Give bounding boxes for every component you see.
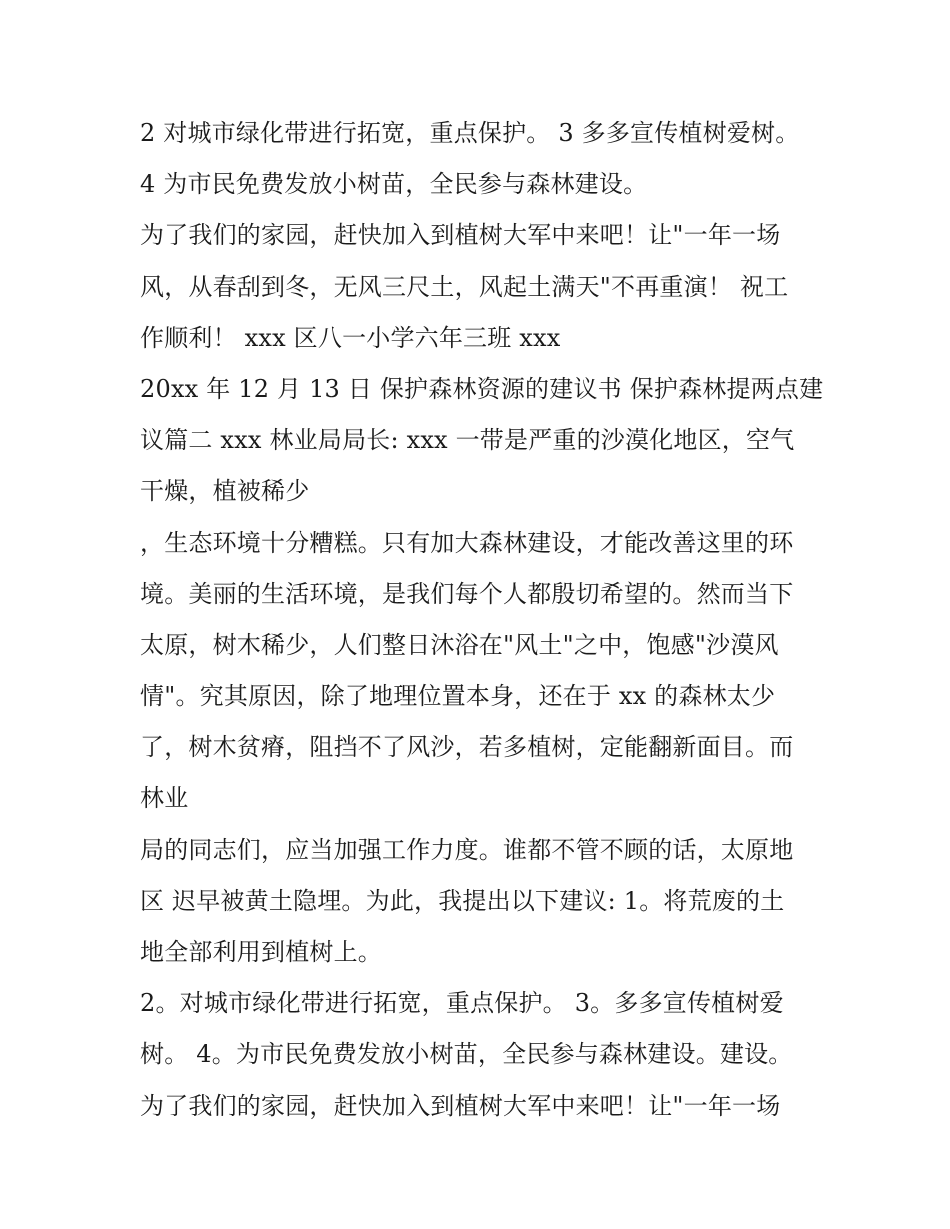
- text-line: 20xx 年 12 月 13 日 保护森林资源的建议书 保护森林提两点建: [140, 374, 824, 403]
- text-line: 2 对城市绿化带进行拓宽，重点保护。 3 多多宣传植树爱树。: [140, 119, 800, 147]
- text-line: 区 迟早被黄土隐埋。为此，我提出以下建议: 1。将荒废的土: [140, 886, 785, 915]
- text-line: ，生态环境十分糟糕。只有加大森林建设，才能改善这里的环: [140, 528, 794, 557]
- text-line: 局的同志们，应当加强工作力度。谁都不管不顾的话，太原地: [140, 835, 794, 864]
- text-line: 地全部利用到植树上。: [140, 938, 382, 966]
- text-line: 太原，树木稀少，人们整日沐浴在"风土"之中，饱感"沙漠风: [140, 630, 779, 659]
- text-line: 风，从春刮到冬，无风三尺土，风起土满天"不再重演！ 祝工: [140, 272, 789, 301]
- text-line: 了，树木贫瘠，阻挡不了风沙，若多植树，定能翻新面目。而: [140, 733, 794, 762]
- text-line: 干燥，植被稀少: [140, 477, 310, 506]
- text-line: 议篇二 xxx 林业局局长: xxx 一带是严重的沙漠化地区，空气: [140, 426, 795, 455]
- text-line: 4 为市民免费发放小树苗，全民参与森林建设。: [140, 170, 648, 199]
- text-line: 为了我们的家园，赶快加入到植树大军中来吧！让"一年一场: [140, 221, 781, 250]
- text-line: 2。对城市绿化带进行拓宽，重点保护。 3。多多宣传植树爱: [140, 989, 784, 1018]
- text-line: 林业: [140, 784, 189, 813]
- document-body: [140, 108, 830, 1132]
- text-line: 为了我们的家园，赶快加入到植树大军中来吧！让"一年一场: [140, 1091, 781, 1120]
- text-line: 树。 4。为市民免费发放小树苗，全民参与森林建设。建设。: [140, 1040, 793, 1069]
- text-line: 作顺利！ xxx 区八一小学六年三班 xxx: [140, 323, 561, 352]
- text-line: 情"。究其原因，除了地理位置本身，还在于 xx 的森林太少: [140, 682, 776, 711]
- text-line: 境。美丽的生活环境，是我们每个人都殷切希望的。然而当下: [140, 579, 794, 608]
